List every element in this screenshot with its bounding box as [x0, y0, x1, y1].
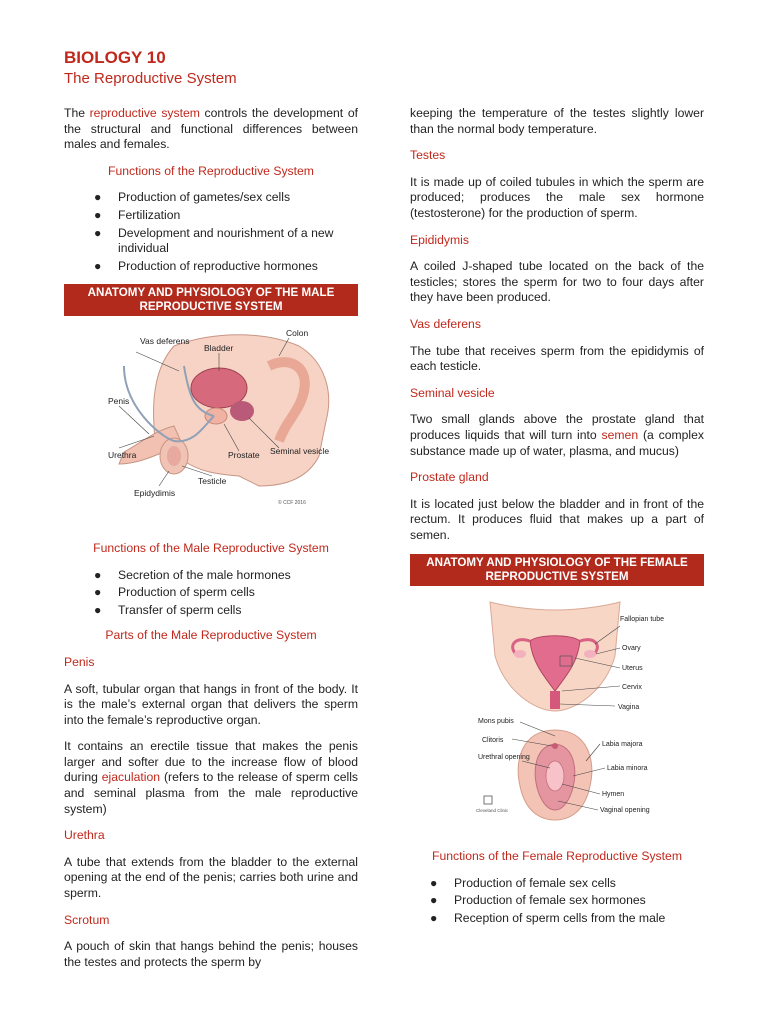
label-urethral-opening: Urethral opening: [478, 754, 530, 762]
prostate-heading: Prostate gland: [410, 470, 489, 485]
penis-heading: Penis: [64, 654, 95, 669]
label-fallopian-tube: Fallopian tube: [620, 616, 664, 624]
document-title: BIOLOGY 10: [64, 48, 166, 67]
male-parts-heading: Parts of the Male Reproductive System: [105, 628, 317, 643]
label-vagina: Vagina: [618, 704, 640, 712]
male-anatomy-figure: [64, 326, 358, 531]
label-colon: Colon: [286, 328, 309, 339]
list-item: ● Production of reproductive hormones: [94, 258, 318, 273]
semen-term: semen: [601, 427, 639, 442]
vas-deferens-heading: Vas deferens: [410, 316, 481, 331]
male-functions-heading: Functions of the Male Reproductive System: [93, 540, 329, 555]
label-labia-majora: Labia majora: [602, 741, 643, 749]
label-vas-deferens: Vas deferens: [140, 336, 190, 347]
epididymis-heading: Epididymis: [410, 232, 469, 247]
female-functions-list: [410, 876, 704, 927]
right-column: [410, 106, 704, 936]
male-functions-list: [64, 568, 358, 619]
list-item: ● Production of gametes/sex cells: [94, 190, 291, 205]
seminal-vesicle-paragraph: Two small glands above the prostate gland that produces liquids that will turn into semen (a complex substance made up of water, plasma, and mucus): [410, 412, 704, 458]
label-ovary: Ovary: [622, 645, 641, 653]
list-item: ● Secretion of the male hormones: [94, 567, 291, 582]
label-testicle: Testicle: [198, 476, 227, 487]
list-item: ● Production of sperm cells: [94, 585, 255, 600]
label-clitoris: Clitoris: [482, 737, 504, 745]
urethra-paragraph: A tube that extends from the bladder to the external opening at the end of the penis; carries both urine and sperm.: [64, 854, 358, 901]
label-cervix: Cervix: [622, 684, 642, 692]
label-mons-pubis: Mons pubis: [478, 718, 514, 726]
list-item: ● Transfer of sperm cells: [94, 602, 242, 617]
label-epidydimis: Epidydimis: [134, 488, 176, 499]
label-prostate: Prostate: [228, 450, 260, 461]
scrotum-heading: Scrotum: [64, 912, 110, 927]
figure-copyright: © CCF 2016: [278, 500, 306, 507]
label-penis: Penis: [108, 396, 130, 407]
list-item: ● Development and nourishment of a new individual: [94, 225, 334, 256]
reproductive-system-term: reproductive system: [89, 106, 200, 120]
seminal-vesicle-heading: Seminal vesicle: [410, 385, 495, 400]
label-urethra: Urethra: [108, 450, 137, 461]
epididymis-paragraph: A coiled J-shaped tube located on the back of the testicles; stores the sperm for two to four days after they have been produced.: [410, 259, 704, 305]
label-hymen: Hymen: [602, 791, 625, 799]
scrotum-paragraph: A pouch of skin that hangs behind the penis; houses the testes and protects the sperm by: [64, 939, 358, 969]
cleveland-clinic-logo-text: Cleveland Clinic: [476, 808, 509, 814]
list-item: ● Production of female sex hormones: [430, 893, 646, 908]
penis-paragraph-1: A soft, tubular organ that hangs in front of the body. It is the male’s external organ that delivers the sperm into the female’s reproductive organ.: [64, 681, 358, 727]
left-column: [64, 106, 358, 981]
label-vaginal-opening: Vaginal opening: [600, 807, 650, 815]
female-anatomy-banner: ANATOMY AND PHYSIOLOGY OF THE FEMALE REPRODUCTIVE SYSTEM: [410, 554, 704, 586]
female-anatomy-figure: [410, 596, 704, 839]
male-anatomy-banner: ANATOMY AND PHYSIOLOGY OF THE MALE REPRODUCTIVE SYSTEM: [64, 284, 358, 316]
scrotum-paragraph-continued: keeping the temperature of the testes slightly lower than the normal body temperature.: [410, 106, 704, 136]
label-labia-minora: Labia minora: [607, 765, 648, 773]
urethra-heading: Urethra: [64, 828, 105, 843]
testes-paragraph: It is made up of coiled tubules in which the sperm are produced; produces the male sex hormone (testosterone) for the production of sperm.: [410, 174, 704, 220]
functions-heading: Functions of the Reproductive System: [108, 163, 314, 178]
document-subtitle: The Reproductive System: [64, 70, 237, 87]
penis-paragraph-2: It contains an erectile tissue that makes the penis larger and softer due to the increase flow of blood during ejaculation (refers to the release of sperm cells and seminal plasma from the male reproductive system): [64, 739, 359, 816]
intro-paragraph: The reproductive system controls the development of the structural and functional differences between males and females.: [64, 106, 358, 152]
list-item: ● Reception of sperm cells from the male: [430, 910, 666, 925]
label-uterus: Uterus: [622, 665, 643, 673]
ejaculation-term: ejaculation: [101, 770, 161, 785]
label-seminal-vesicle: Seminal vesicle: [270, 446, 330, 457]
prostate-paragraph: It is located just below the bladder and in front of the rectum. It produces fluid that makes up a part of semen.: [410, 496, 704, 542]
list-item: ● Fertilization: [94, 207, 181, 222]
female-functions-heading: Functions of the Female Reproductive System: [432, 849, 682, 864]
label-bladder: Bladder: [204, 343, 234, 354]
functions-list: [64, 190, 358, 274]
list-item: ● Production of female sex cells: [430, 875, 616, 890]
vas-deferens-paragraph: The tube that receives sperm from the epididymis of each testicle.: [410, 343, 704, 374]
testes-heading: Testes: [410, 148, 446, 163]
